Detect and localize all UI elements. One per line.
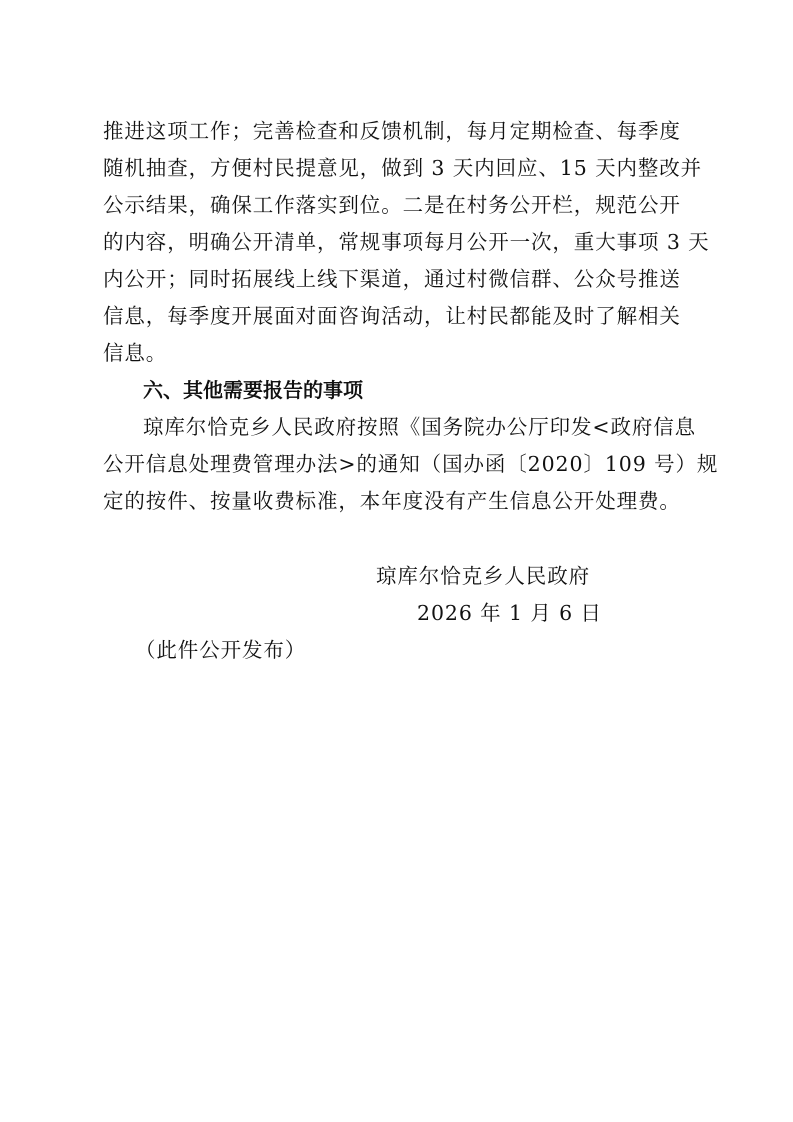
signature-date: 2026 年 1 月 6 日 [417, 601, 602, 625]
paragraph-line: 信息，每季度开展面对面咨询活动，让村民都能及时了解相关 [103, 304, 681, 328]
paragraph-line: 随机抽查，方便村民提意见，做到 3 天内回应、15 天内整改并 [103, 156, 703, 180]
paragraph-line: 琼库尔恰克乡人民政府按照《国务院办公厅印发<政府信息 [143, 415, 697, 439]
paragraph-line: 内公开；同时拓展线上线下渠道，通过村微信群、公众号推送 [103, 267, 681, 291]
paragraph-line: 公示结果，确保工作落实到位。二是在村务公开栏，规范公开 [103, 193, 681, 217]
footer-note: （此件公开发布） [135, 638, 307, 662]
section-heading: 六、其他需要报告的事项 [143, 378, 363, 402]
paragraph-line: 信息。 [103, 341, 168, 365]
paragraph-line: 公开信息处理费管理办法>的通知（国办函〔2020〕109 号）规 [103, 452, 719, 476]
paragraph-line: 的内容，明确公开清单，常规事项每月公开一次，重大事项 3 天 [103, 230, 710, 254]
paragraph-line: 推进这项工作；完善检查和反馈机制，每月定期检查、每季度 [103, 119, 681, 143]
paragraph-line: 定的按件、按量收费标准，本年度没有产生信息公开处理费。 [103, 489, 681, 513]
signature-organization: 琼库尔恰克乡人民政府 [376, 564, 590, 588]
